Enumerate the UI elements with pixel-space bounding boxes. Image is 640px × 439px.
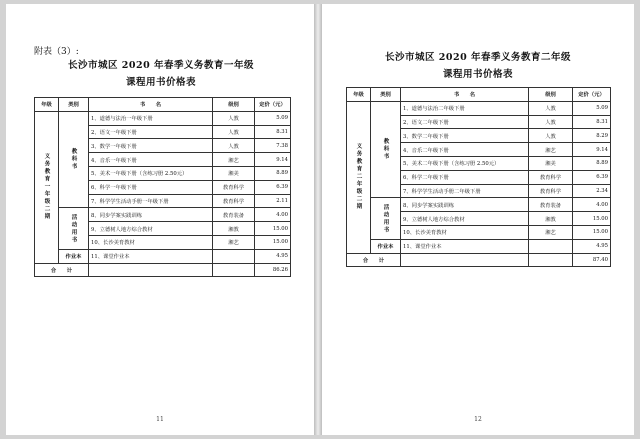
level-cell: 湘艺 bbox=[529, 225, 573, 239]
book-cell: 6、科学二年级下册 bbox=[401, 170, 529, 184]
price-cell: 15.00 bbox=[573, 225, 611, 239]
category-activity: 活动用书 bbox=[371, 198, 401, 239]
total-row bbox=[347, 253, 611, 267]
header-book: 书 名 bbox=[401, 88, 529, 102]
price-cell: 8.31 bbox=[573, 115, 611, 129]
price-cell: 6.39 bbox=[255, 180, 291, 194]
level-cell: 湘艺 bbox=[213, 153, 255, 167]
book-cell: 7、科学学生活动手册一年级下册 bbox=[89, 194, 213, 208]
book-cell: 9、立德树人地方综合教材 bbox=[89, 222, 213, 236]
price-cell: 8.89 bbox=[255, 166, 291, 180]
price-cell: 9.14 bbox=[573, 143, 611, 157]
price-cell: 4.95 bbox=[573, 239, 611, 253]
price-cell: 6.39 bbox=[573, 170, 611, 184]
level-cell: 湘艺 bbox=[213, 235, 255, 249]
total-label: 合 计 bbox=[35, 263, 89, 277]
table-header-row bbox=[35, 98, 291, 112]
table-row bbox=[347, 239, 611, 253]
level-cell: 人教 bbox=[213, 125, 255, 139]
price-cell: 8.29 bbox=[573, 129, 611, 143]
book-cell: 8、同步学案实践训练 bbox=[401, 198, 529, 212]
price-cell: 2.11 bbox=[255, 194, 291, 208]
book-cell: 4、音乐一年级下册 bbox=[89, 153, 213, 167]
table-header-row bbox=[347, 88, 611, 102]
header-price: 定价（元） bbox=[255, 98, 291, 112]
level-cell: 人教 bbox=[529, 129, 573, 143]
header-grade: 年级 bbox=[35, 98, 59, 112]
title-line-2: 课程用书价格表 bbox=[125, 77, 196, 88]
book-cell: 4、音乐二年级下册 bbox=[401, 143, 529, 157]
page-title bbox=[342, 49, 614, 83]
table-row bbox=[347, 198, 611, 212]
header-price: 定价（元） bbox=[573, 88, 611, 102]
table-row bbox=[347, 101, 611, 115]
price-cell: 15.00 bbox=[573, 212, 611, 226]
level-cell: 人教 bbox=[213, 139, 255, 153]
book-cell: 9、立德树人地方综合教材 bbox=[401, 212, 529, 226]
price-cell: 8.89 bbox=[573, 156, 611, 170]
category-workbook: 作业本 bbox=[59, 249, 89, 263]
level-cell: 湘教 bbox=[529, 212, 573, 226]
title-line-1: 长沙市城区 2020 年春季义务教育一年级 bbox=[67, 60, 255, 71]
book-cell: 2、语文一年级下册 bbox=[89, 125, 213, 139]
book-cell: 3、数学二年级下册 bbox=[401, 129, 529, 143]
book-cell: 3、数学一年级下册 bbox=[89, 139, 213, 153]
title-line-2: 课程用书价格表 bbox=[442, 69, 513, 80]
header-category: 类别 bbox=[59, 98, 89, 112]
category-activity: 活动用书 bbox=[59, 208, 89, 249]
price-cell: 15.00 bbox=[255, 222, 291, 236]
price-table bbox=[346, 87, 611, 267]
header-book: 书 名 bbox=[89, 98, 213, 112]
level-cell: 湘美 bbox=[213, 166, 255, 180]
level-cell bbox=[213, 249, 255, 263]
level-cell: 湘艺 bbox=[529, 143, 573, 157]
price-table bbox=[34, 97, 291, 277]
price-cell: 4.00 bbox=[255, 208, 291, 222]
page-number: 11 bbox=[156, 416, 164, 423]
book-cell: 1、道德与法治二年级下册 bbox=[401, 101, 529, 115]
price-cell: 2.34 bbox=[573, 184, 611, 198]
page-title bbox=[26, 57, 296, 91]
total-row bbox=[35, 263, 291, 277]
book-cell: 2、语文二年级下册 bbox=[401, 115, 529, 129]
total-label: 合 计 bbox=[347, 253, 401, 267]
book-cell: 7、科学学生活动手册二年级下册 bbox=[401, 184, 529, 198]
level-cell: 人教 bbox=[529, 101, 573, 115]
category-textbook: 教科书 bbox=[371, 101, 401, 198]
left-page bbox=[6, 4, 314, 435]
level-cell: 湘美 bbox=[529, 156, 573, 170]
annex-label: 附表（3）: bbox=[34, 47, 79, 57]
level-cell: 人教 bbox=[529, 115, 573, 129]
title-line-1: 长沙市城区 2020 年春季义务教育二年级 bbox=[384, 52, 572, 63]
level-cell: 教育科学 bbox=[529, 170, 573, 184]
price-cell: 4.95 bbox=[255, 249, 291, 263]
book-cell: 5、美术一年级下册（含练习册 2.50元） bbox=[89, 166, 213, 180]
level-cell bbox=[529, 239, 573, 253]
book-cell: 10、长沙美育教材 bbox=[401, 225, 529, 239]
book-cell: 8、同步学案实践训练 bbox=[89, 208, 213, 222]
level-cell: 教育科学 bbox=[213, 194, 255, 208]
price-cell: 5.09 bbox=[255, 111, 291, 125]
level-cell: 人教 bbox=[213, 111, 255, 125]
book-cell: 1、道德与法治一年级下册 bbox=[89, 111, 213, 125]
category-workbook: 作业本 bbox=[371, 239, 401, 253]
table-row bbox=[35, 111, 291, 125]
price-cell: 7.38 bbox=[255, 139, 291, 153]
table-row bbox=[35, 249, 291, 263]
book-cell: 11、课堂作业本 bbox=[89, 249, 213, 263]
total-price: 86.26 bbox=[255, 263, 291, 277]
grade-label: 义务教育二年级二期 bbox=[347, 101, 371, 253]
category-textbook: 教科书 bbox=[59, 111, 89, 208]
level-cell: 教育科学 bbox=[213, 180, 255, 194]
level-cell: 教育装备 bbox=[213, 208, 255, 222]
book-cell: 5、美术二年级下册（含练习册 2.50元） bbox=[401, 156, 529, 170]
price-cell: 8.31 bbox=[255, 125, 291, 139]
level-cell: 湘教 bbox=[213, 222, 255, 236]
book-cell: 11、课堂作业本 bbox=[401, 239, 529, 253]
price-cell: 4.00 bbox=[573, 198, 611, 212]
right-page bbox=[322, 4, 634, 435]
page-number: 12 bbox=[474, 416, 482, 423]
price-cell: 5.09 bbox=[573, 101, 611, 115]
header-category: 类别 bbox=[371, 88, 401, 102]
level-cell: 教育科学 bbox=[529, 184, 573, 198]
header-level: 级别 bbox=[213, 98, 255, 112]
book-cell: 6、科学一年级下册 bbox=[89, 180, 213, 194]
price-cell: 15.00 bbox=[255, 235, 291, 249]
price-cell: 9.14 bbox=[255, 153, 291, 167]
book-cell: 10、长沙美育教材 bbox=[89, 235, 213, 249]
header-grade: 年级 bbox=[347, 88, 371, 102]
table-row bbox=[35, 208, 291, 222]
level-cell: 教育装备 bbox=[529, 198, 573, 212]
page-fold bbox=[314, 4, 322, 435]
grade-label: 义务教育一年级二期 bbox=[35, 111, 59, 263]
total-price: 87.40 bbox=[573, 253, 611, 267]
header-level: 级别 bbox=[529, 88, 573, 102]
